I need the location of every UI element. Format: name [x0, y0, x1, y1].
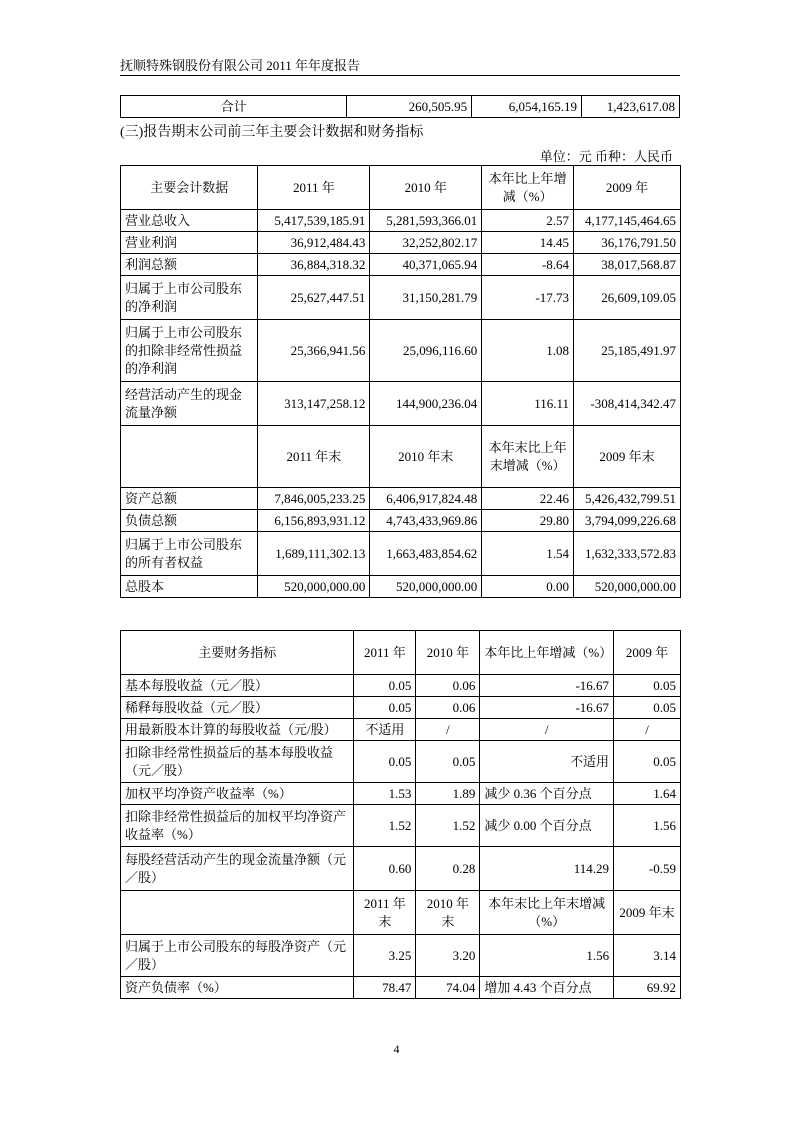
column-header: 2009 年 [574, 166, 681, 210]
table-row [121, 675, 681, 697]
column-header: 2011 年末 [258, 426, 370, 488]
cell-value: 0.28 [416, 847, 480, 891]
table-row [121, 935, 681, 977]
currency-unit: 单位：元 币种：人民币 [539, 149, 673, 164]
column-header: 2010 年 [370, 166, 482, 210]
row-label: 归属于上市公司股东的扣除非经常性损益的净利润 [121, 320, 258, 382]
row-label: 归属于上市公司股东的净利润 [121, 276, 258, 320]
column-header: 本年末比上年末增减（%） [480, 891, 614, 935]
header-divider [120, 75, 680, 76]
cell-value: 3,794,099,226.68 [574, 510, 681, 532]
cell-value: / [480, 719, 614, 741]
row-label: 扣除非经常性损益后的加权平均净资产收益率（%） [121, 805, 354, 847]
row-label: 资产总额 [121, 488, 258, 510]
column-header: 主要会计数据 [121, 166, 258, 210]
cell-value: 1.89 [416, 783, 480, 805]
cell-value: 0.05 [354, 697, 416, 719]
table-row [121, 847, 681, 891]
cell-value: 1.64 [614, 783, 681, 805]
report-header-title: 抚顺特殊钢股份有限公司 2011 年年度报告 [120, 58, 361, 73]
total-row [121, 96, 680, 118]
total-label: 合计 [121, 96, 347, 118]
row-label: 负债总额 [121, 510, 258, 532]
table-row [121, 719, 681, 741]
cell-value: 1.52 [354, 805, 416, 847]
cell-value: 增加 4.43 个百分点 [480, 977, 614, 999]
row-label: 每股经营活动产生的现金流量净额（元／股） [121, 847, 354, 891]
row-label: 稀释每股收益（元／股） [121, 697, 354, 719]
cell-value: 0.05 [614, 697, 681, 719]
row-label: 加权平均净资产收益率（%） [121, 783, 354, 805]
cell-value: -17.73 [482, 276, 574, 320]
row-label: 基本每股收益（元／股） [121, 675, 354, 697]
cell-value: 36,176,791.50 [574, 232, 681, 254]
cell-value: 3.20 [416, 935, 480, 977]
row-label: 总股本 [121, 576, 258, 598]
cell-value: 0.05 [354, 741, 416, 783]
cell-value: 78.47 [354, 977, 416, 999]
cell-value: 1,632,333,572.83 [574, 532, 681, 576]
cell-value: 38,017,568.87 [574, 254, 681, 276]
cell-value: 1,663,483,854.62 [370, 532, 482, 576]
row-label: 归属于上市公司股东的每股净资产（元／股） [121, 935, 354, 977]
column-header: 本年比上年增减（%） [482, 166, 574, 210]
cell-value: 25,627,447.51 [258, 276, 370, 320]
cell-value: 1.08 [482, 320, 574, 382]
column-header: 2010 年末 [416, 891, 480, 935]
row-label: 扣除非经常性损益后的基本每股收益（元／股） [121, 741, 354, 783]
cell-value: 3.14 [614, 935, 681, 977]
cell-value: 3.25 [354, 935, 416, 977]
cell-value: 0.05 [416, 741, 480, 783]
column-header: 2009 年末 [574, 426, 681, 488]
row-label: 营业总收入 [121, 210, 258, 232]
cell-value: 36,912,484.43 [258, 232, 370, 254]
column-header: 2010 年 [416, 631, 480, 675]
table-row [121, 532, 681, 576]
table-row [121, 741, 681, 783]
column-header: 本年末比上年末增减（%） [482, 426, 574, 488]
total-value: 6,054,165.19 [472, 96, 582, 118]
cell-value: -308,414,342.47 [574, 382, 681, 426]
table-row [121, 510, 681, 532]
cell-value: 6,406,917,824.48 [370, 488, 482, 510]
cell-value: 4,177,145,464.65 [574, 210, 681, 232]
row-label: 资产负债率（%） [121, 977, 354, 999]
column-header: 2009 年末 [614, 891, 681, 935]
cell-value: 25,096,116.60 [370, 320, 482, 382]
table-row [121, 805, 681, 847]
cell-value: 5,281,593,366.01 [370, 210, 482, 232]
cell-value: 69.92 [614, 977, 681, 999]
cell-value: 116.11 [482, 382, 574, 426]
column-header: 本年比上年增减（%） [480, 631, 614, 675]
table-header-row [121, 631, 681, 675]
cell-value: 4,743,433,969.86 [370, 510, 482, 532]
table-row [121, 576, 681, 598]
cell-value: 1.56 [614, 805, 681, 847]
row-label: 经营活动产生的现金流量净额 [121, 382, 258, 426]
cell-value: 6,156,893,931.12 [258, 510, 370, 532]
cell-value: 22.46 [482, 488, 574, 510]
cell-value: 25,185,491.97 [574, 320, 681, 382]
table-row [121, 254, 681, 276]
row-label: 利润总额 [121, 254, 258, 276]
column-header [121, 426, 258, 488]
page-number: 4 [393, 1042, 400, 1056]
column-header: 2009 年 [614, 631, 681, 675]
table-row [121, 320, 681, 382]
table-row [121, 783, 681, 805]
row-label: 用最新股本计算的每股收益（元/股） [121, 719, 354, 741]
cell-value: 0.05 [614, 741, 681, 783]
cell-value: 0.60 [354, 847, 416, 891]
table-row [121, 276, 681, 320]
total-table [120, 95, 680, 118]
total-value: 260,505.95 [347, 96, 472, 118]
cell-value: 不适用 [480, 741, 614, 783]
cell-value: 5,417,539,185.91 [258, 210, 370, 232]
column-header: 主要财务指标 [121, 631, 354, 675]
column-header: 2011 年 [258, 166, 370, 210]
cell-value: 25,366,941.56 [258, 320, 370, 382]
accounting-data-table [120, 165, 681, 598]
column-header: 2011 年末 [354, 891, 416, 935]
cell-value: 31,150,281.79 [370, 276, 482, 320]
row-label: 营业利润 [121, 232, 258, 254]
cell-value: 14.45 [482, 232, 574, 254]
cell-value: 0.00 [482, 576, 574, 598]
cell-value: 7,846,005,233.25 [258, 488, 370, 510]
column-header: 2011 年 [354, 631, 416, 675]
cell-value: / [416, 719, 480, 741]
row-label: 归属于上市公司股东的所有者权益 [121, 532, 258, 576]
table-row [121, 488, 681, 510]
table-header-row [121, 426, 681, 488]
cell-value: 1.52 [416, 805, 480, 847]
cell-value: 36,884,318.32 [258, 254, 370, 276]
total-value: 1,423,617.08 [582, 96, 680, 118]
cell-value: / [614, 719, 681, 741]
cell-value: 0.05 [354, 675, 416, 697]
cell-value: 0.06 [416, 675, 480, 697]
column-header: 2010 年末 [370, 426, 482, 488]
column-header [121, 891, 354, 935]
cell-value: 29.80 [482, 510, 574, 532]
cell-value: 144,900,236.04 [370, 382, 482, 426]
cell-value: 0.05 [614, 675, 681, 697]
table-row [121, 977, 681, 999]
cell-value: -8.64 [482, 254, 574, 276]
cell-value: 0.06 [416, 697, 480, 719]
cell-value: -0.59 [614, 847, 681, 891]
cell-value: 520,000,000.00 [574, 576, 681, 598]
cell-value: 26,609,109.05 [574, 276, 681, 320]
cell-value: 40,371,065.94 [370, 254, 482, 276]
cell-value: 不适用 [354, 719, 416, 741]
cell-value: 32,252,802.17 [370, 232, 482, 254]
table-row [121, 382, 681, 426]
table-row [121, 232, 681, 254]
cell-value: 74.04 [416, 977, 480, 999]
cell-value: 5,426,432,799.51 [574, 488, 681, 510]
table-header-row [121, 891, 681, 935]
cell-value: -16.67 [480, 675, 614, 697]
cell-value: 1.54 [482, 532, 574, 576]
cell-value: 1,689,111,302.13 [258, 532, 370, 576]
cell-value: 114.29 [480, 847, 614, 891]
cell-value: 减少 0.00 个百分点 [480, 805, 614, 847]
cell-value: -16.67 [480, 697, 614, 719]
cell-value: 520,000,000.00 [258, 576, 370, 598]
cell-value: 313,147,258.12 [258, 382, 370, 426]
cell-value: 520,000,000.00 [370, 576, 482, 598]
cell-value: 1.56 [480, 935, 614, 977]
table-row [121, 210, 681, 232]
cell-value: 1.53 [354, 783, 416, 805]
table-header-row [121, 166, 681, 210]
cell-value: 减少 0.36 个百分点 [480, 783, 614, 805]
financial-indicators-table [120, 630, 681, 999]
section-title: (三)报告期末公司前三年主要会计数据和财务指标 [120, 125, 424, 140]
cell-value: 2.57 [482, 210, 574, 232]
table-row [121, 697, 681, 719]
